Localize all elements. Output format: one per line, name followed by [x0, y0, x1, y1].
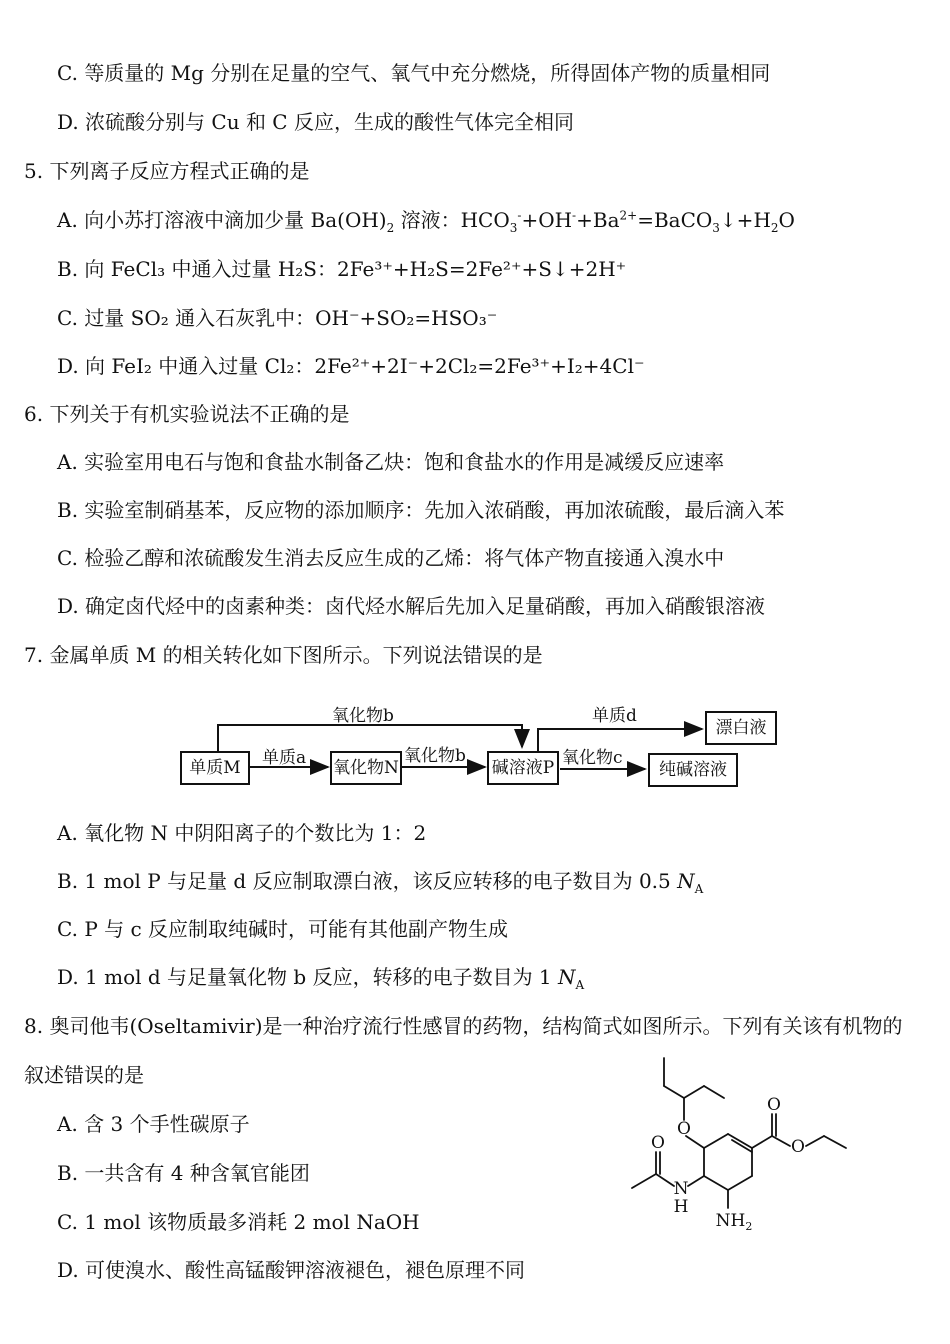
bond [664, 1086, 684, 1098]
option-letter: D. [57, 354, 79, 378]
option-text: P 与 c 反应制取纯碱时，可能有其他副产物生成 [84, 917, 509, 941]
option-text: 过量 SO₂ 通入石灰乳中：OH⁻+SO₂=HSO₃⁻ [84, 306, 498, 330]
q4-option-c [57, 60, 770, 86]
option-text: 实验室用电石与饱和食盐水制备乙炔：饱和食盐水的作用是减缓反应速率 [84, 450, 725, 474]
oseltamivir-structure [620, 1048, 920, 1248]
atom-h-amide: H [673, 1197, 689, 1217]
option-letter: A. [57, 1112, 78, 1136]
bond [704, 1134, 728, 1148]
bond [632, 1174, 656, 1188]
option-text: 向 FeI₂ 中通入过量 Cl₂：2Fe²⁺+2I⁻+2Cl₂=2Fe³⁺+I₂+4Cl⁻ [85, 354, 645, 378]
q8-stem: 8. 奥司他韦(Oseltamivir)是一种治疗流行性感冒的药物，结构简式如图所示。下列有关该有机物的 [24, 1014, 903, 1038]
q8-stem-continued: 叙述错误的是 [24, 1063, 144, 1087]
bond [704, 1176, 728, 1190]
q4-option-d [57, 109, 574, 135]
bond [704, 1086, 724, 1098]
option-text: 可使溴水、酸性高锰酸钾溶液褪色，褪色原理不同 [85, 1258, 526, 1282]
label-element-a: 单质a [262, 748, 307, 768]
q8-option-a [57, 1111, 250, 1137]
option-text: 1 mol P 与足量 d 反应制取漂白液，该反应转移的电子数目为 0.5 $N_A$ [84, 869, 704, 896]
q6-stem: 6. 下列关于有机实验说法不正确的是 [24, 402, 350, 426]
q5-option-b [57, 256, 626, 282]
option-text: 确定卤代烃中的卤素种类：卤代烃水解后先加入足量硝酸，再加入硝酸银溶液 [85, 594, 766, 618]
option-letter: B. [57, 1161, 79, 1185]
option-letter: A. [57, 450, 78, 474]
option-letter: C. [57, 917, 78, 941]
atom-n-amide: N [673, 1179, 689, 1199]
option-letter: B. [57, 869, 79, 893]
atom-o-ester: O [791, 1137, 805, 1157]
box-oxide-n: 氧化物N [330, 751, 402, 785]
q7-option-c [57, 916, 508, 942]
q7-option-d [57, 964, 584, 990]
option-letter: D. [57, 965, 79, 989]
label-oxide-c: 氧化物c [562, 748, 623, 768]
bond [824, 1136, 846, 1148]
q6-option-c [57, 545, 724, 571]
option-text: 氧化物 N 中阴阳离子的个数比为 1：2 [84, 821, 427, 845]
q8-option-d [57, 1257, 525, 1283]
box-bleach-solution: 漂白液 [705, 711, 777, 745]
q8-option-b [57, 1160, 310, 1186]
label-oxide-b-top: 氧化物b [332, 706, 394, 726]
option-text: 1 mol 该物质最多消耗 2 mol NaOH [84, 1210, 420, 1234]
box-element-m: 单质M [180, 751, 250, 785]
bond [752, 1136, 772, 1148]
option-text: 1 mol d 与足量氧化物 b 反应，转移的电子数目为 1 $N_A$ [85, 965, 585, 992]
option-text: 检验乙醇和浓硫酸发生消去反应生成的乙烯：将气体产物直接通入溴水中 [84, 546, 725, 570]
option-text: 实验室制硝基苯，反应物的添加顺序：先加入浓硝酸，再加浓硫酸，最后滴入苯 [84, 498, 785, 522]
q5-option-a [57, 207, 795, 233]
atom-o-ether: O [677, 1119, 691, 1139]
box-base-p: 碱溶液P [487, 751, 559, 785]
q7-option-b [57, 868, 703, 894]
q6-option-d [57, 593, 765, 619]
q5-option-c [57, 305, 497, 331]
bond [688, 1176, 704, 1186]
bond [684, 1086, 704, 1098]
option-text: 向 FeCl₃ 中通入过量 H₂S：2Fe³⁺+H₂S=2Fe²⁺+S↓+2H⁺ [84, 257, 627, 281]
option-letter: D. [57, 1258, 79, 1282]
q5-option-d [57, 353, 645, 379]
option-letter: D. [57, 594, 79, 618]
box-soda-solution: 纯碱溶液 [648, 753, 738, 787]
atom-o-carbonyl-ester: O [767, 1095, 781, 1115]
option-letter: C. [57, 61, 78, 85]
q8-option-c [57, 1209, 420, 1235]
atom-o-amide: O [651, 1133, 665, 1153]
bond [728, 1176, 752, 1190]
q6-option-b [57, 497, 784, 523]
q5-stem: 5. 下列离子反应方程式正确的是 [24, 159, 310, 183]
bond [772, 1136, 790, 1146]
atom-nh2: $NH_2$ [715, 1211, 753, 1233]
conversion-flow-diagram [170, 695, 790, 805]
option-letter: A. [57, 821, 78, 845]
q7-stem: 7. 金属单质 M 的相关转化如下图所示。下列说法错误的是 [24, 643, 543, 667]
option-letter: A. [57, 208, 78, 232]
option-letter: B. [57, 498, 79, 522]
bond [656, 1174, 674, 1186]
option-text: 等质量的 Mg 分别在足量的空气、氧气中充分燃烧，所得固体产物的质量相同 [84, 61, 771, 85]
option-text: 一共含有 4 种含氧官能团 [84, 1161, 310, 1185]
option-letter: C. [57, 1210, 78, 1234]
option-letter: C. [57, 306, 78, 330]
option-letter: C. [57, 546, 78, 570]
label-oxide-b: 氧化物b [404, 746, 466, 766]
label-element-d: 单质d [592, 706, 637, 726]
bond [728, 1134, 752, 1148]
q6-option-a [57, 449, 724, 475]
option-letter: D. [57, 110, 79, 134]
option-text: 浓硫酸分别与 Cu 和 C 反应，生成的酸性气体完全相同 [85, 110, 574, 134]
bond [806, 1136, 824, 1146]
option-text: 含 3 个手性碳原子 [84, 1112, 250, 1136]
option-letter: B. [57, 257, 79, 281]
option-text: 向小苏打溶液中滴加少量 $Ba(OH)_2$ 溶液：$HCO_3^-+OH^-+Ba^{2+}=BaCO_3↓+H_2O$ [84, 208, 795, 235]
q7-option-a [57, 820, 426, 846]
